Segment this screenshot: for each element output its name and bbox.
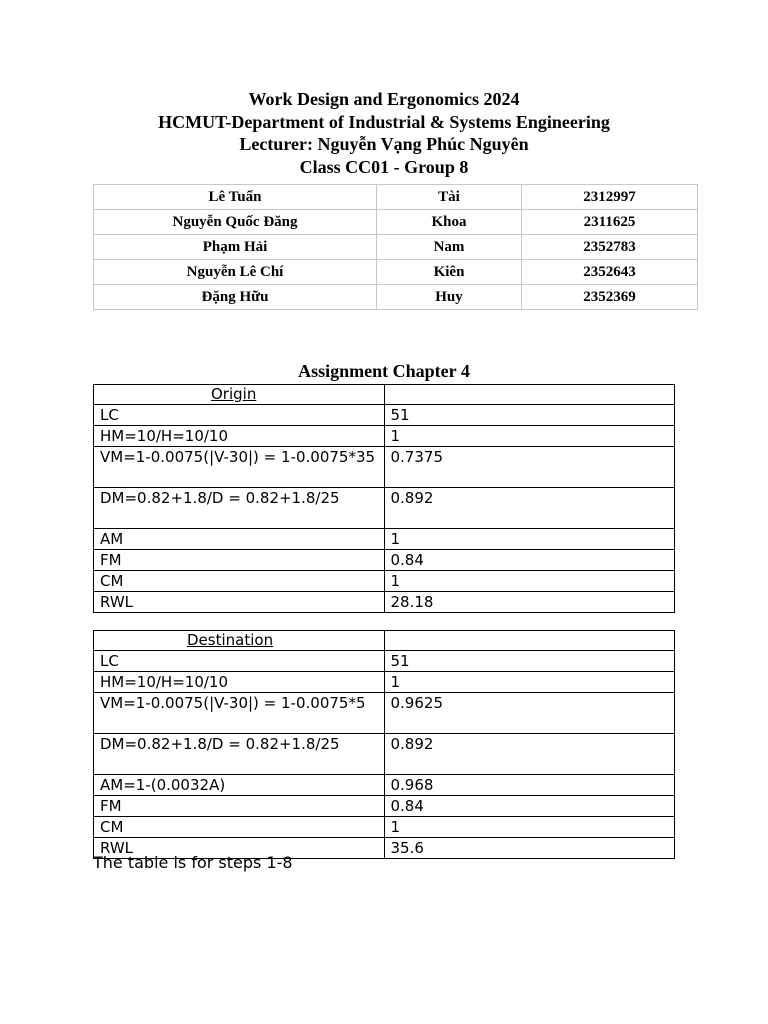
origin-table [93,384,675,613]
factor-value: 51 [384,405,675,426]
factor-value: 0.9625 [384,693,675,734]
factor-label: CM [94,817,385,838]
table-row [94,796,675,817]
member-given-name: Nam [377,235,522,260]
factor-label: AM [94,529,385,550]
class-group-line: Class CC01 - Group 8 [299,156,469,177]
member-given-name: Tài [377,185,522,210]
factor-label: LC [94,405,385,426]
member-given-name: Kiên [377,260,522,285]
factor-value: 0.968 [384,775,675,796]
member-student-id: 2352643 [522,260,698,285]
destination-table [93,630,675,859]
table-row [94,592,675,613]
factor-label: VM=1-0.0075(|V-30|) = 1-0.0075*35 [94,447,385,488]
factor-value: 1 [384,817,675,838]
member-surname: Đặng Hữu [94,285,377,310]
table-note: The table is for steps 1-8 [93,853,293,872]
factor-value: 1 [384,571,675,592]
table-row [94,185,698,210]
table-row [94,447,675,488]
table-header-row [94,385,675,405]
factor-label: AM=1-(0.0032A) [94,775,385,796]
factor-label: DM=0.82+1.8/D = 0.82+1.8/25 [94,734,385,775]
factor-label: CM [94,571,385,592]
member-student-id: 2312997 [522,185,698,210]
factor-value: 0.7375 [384,447,675,488]
member-student-id: 2311625 [522,210,698,235]
empty-header-cell [384,631,675,651]
table-row [94,285,698,310]
table-row [94,405,675,426]
assignment-title: Assignment Chapter 4 [298,361,470,381]
destination-table-title: Destination [94,631,385,651]
member-surname: Nguyễn Quốc Đăng [94,210,377,235]
table-row [94,529,675,550]
factor-label: HM=10/H=10/10 [94,426,385,447]
factor-value: 1 [384,529,675,550]
member-student-id: 2352783 [522,235,698,260]
factor-value: 0.84 [384,796,675,817]
member-given-name: Huy [377,285,522,310]
table-row [94,426,675,447]
table-row [94,571,675,592]
members-table [93,184,698,310]
table-row [94,672,675,693]
course-title: Work Design and Ergonomics 2024 [248,89,520,109]
table-row [94,260,698,285]
factor-label: RWL [94,838,385,859]
member-student-id: 2352369 [522,285,698,310]
document-header [0,88,768,178]
factor-value: 35.6 [384,838,675,859]
factor-label: FM [94,550,385,571]
factor-label: RWL [94,592,385,613]
member-given-name: Khoa [377,210,522,235]
member-surname: Lê Tuấn [94,185,377,210]
factor-label: DM=0.82+1.8/D = 0.82+1.8/25 [94,488,385,529]
factor-label: FM [94,796,385,817]
lecturer-line: Lecturer: Nguyễn Vạng Phúc Nguyên [239,134,529,154]
member-surname: Nguyễn Lê Chí [94,260,377,285]
factor-label: HM=10/H=10/10 [94,672,385,693]
table-row [94,651,675,672]
table-row [94,693,675,734]
origin-table-title: Origin [94,385,385,405]
table-row [94,210,698,235]
factor-value: 0.892 [384,734,675,775]
empty-header-cell [384,385,675,405]
factor-value: 1 [384,672,675,693]
factor-value: 28.18 [384,592,675,613]
factor-value: 0.892 [384,488,675,529]
table-row [94,817,675,838]
member-surname: Phạm Hải [94,235,377,260]
factor-label: VM=1-0.0075(|V-30|) = 1-0.0075*5 [94,693,385,734]
table-row [94,775,675,796]
factor-value: 1 [384,426,675,447]
factor-label: LC [94,651,385,672]
factor-value: 51 [384,651,675,672]
table-row [94,550,675,571]
table-row [94,734,675,775]
table-row [94,488,675,529]
factor-value: 0.84 [384,550,675,571]
table-header-row [94,631,675,651]
table-row [94,235,698,260]
department-title: HCMUT-Department of Industrial & Systems Engineering [158,111,610,132]
